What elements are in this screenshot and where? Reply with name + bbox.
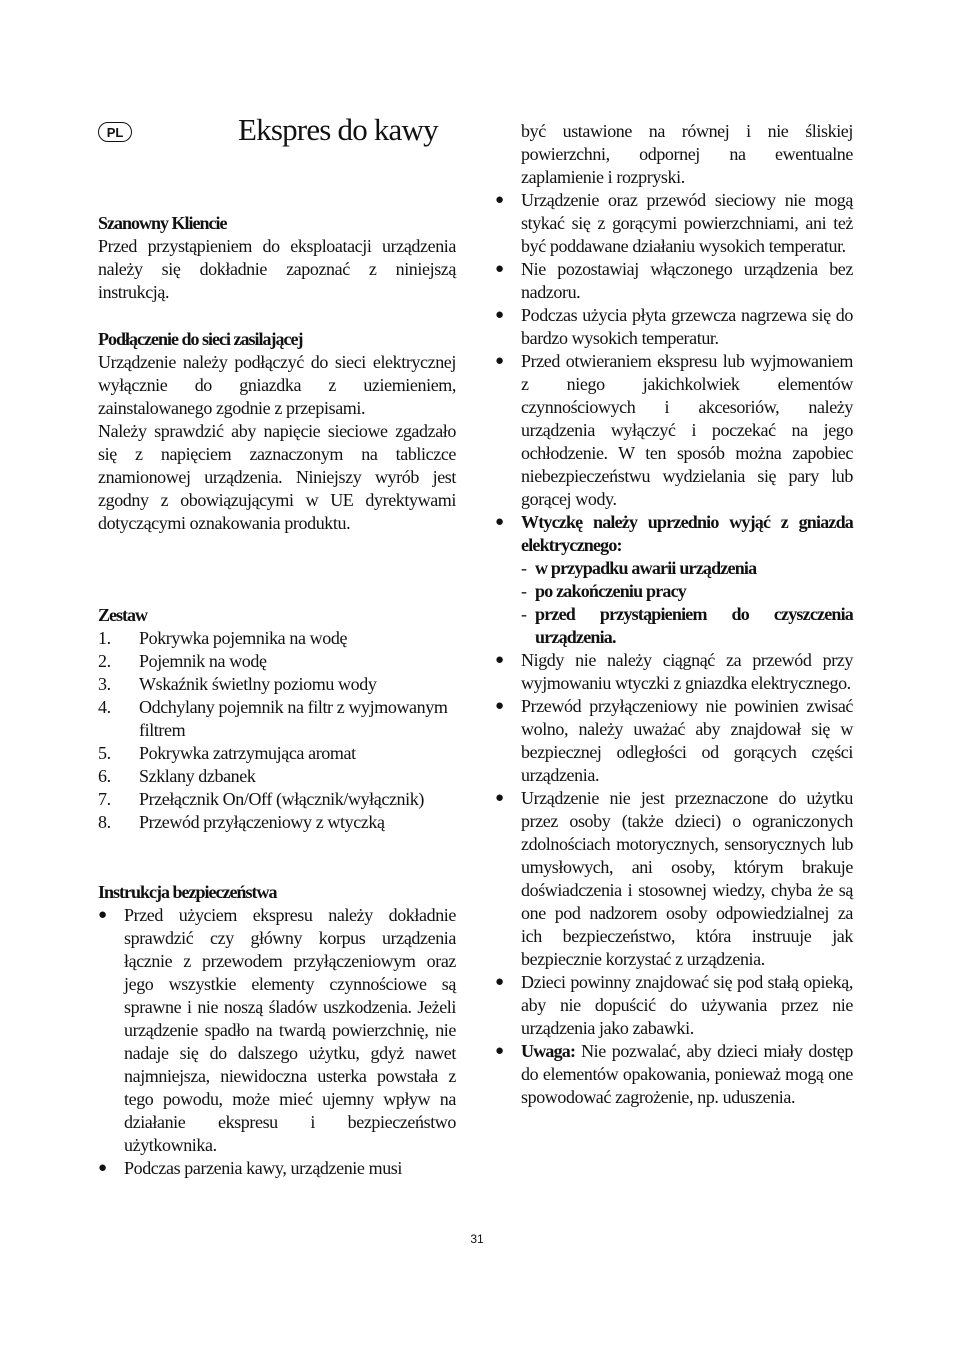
bullet-icon: ● [495, 698, 504, 714]
bullet-icon: ● [495, 192, 504, 208]
bullet-icon: ● [98, 1160, 107, 1176]
list-item: 7. Przełącznik On/Off (włącznik/wyłącznik) [98, 789, 424, 809]
list-item: ● Dzieci powinny znajdować się pod stałą opieką, aby nie dopuścić do używania przez nie urządzenia jako zabawki. [495, 972, 853, 1038]
list-item: ● Nie pozostawiaj włączonego urządzenia bez nadzoru. [495, 259, 853, 302]
bullet-icon: ● [495, 652, 504, 668]
safety-heading: Instrukcja bezpieczeństwa [98, 882, 277, 902]
safety-continued [495, 120, 853, 1109]
unplug-case: - w przypadku awarii urządzenia [521, 558, 757, 578]
list-item: ● Przed użyciem ekspresu należy dokładnie sprawdzić czy główny korpus urządzenia łącznie z przewodem przyłączeniowym oraz jego wszystkie elementy czynnościowe są sprawne i nie noszą śladów uszkodzenia. Jeżeli urządzenie spadło na twardą powierzchnię, nie nadaje się do dalszego użytku, gdyż nawet najmniejsza, niewidoczna usterka powstała z tego powodu, może mieć ujemny wpływ na działanie ekspresu i bezpieczeństwo użytkownika. [98, 905, 456, 1155]
safety-section [98, 881, 456, 1180]
warning-text: Nie pozwalać, aby dzieci miały dostęp do elementów opakowania, ponieważ mogą one spowodować zagrożenie, np. uduszenia. [521, 1041, 853, 1107]
power-section [98, 328, 456, 535]
set-heading: Zestaw [98, 605, 147, 625]
warning-label: Uwaga: [521, 1041, 576, 1061]
list-item: 1. Pokrywka pojemnika na wodę [98, 628, 348, 648]
bullet-icon: ● [495, 790, 504, 806]
power-paragraph-1: Urządzenie należy podłączyć do sieci elektrycznej wyłącznie do gniazdka z uziemieniem, zainstalowanego zgodnie z przepisami. [98, 352, 456, 418]
list-item: 3. Wskaźnik świetlny poziomu wody [98, 674, 377, 694]
bullet-icon: ● [495, 1043, 504, 1059]
intro-text: Przed przystąpieniem do eksploatacji urządzenia należy się dokładnie zapoznać z niniejszą instrukcją. [98, 236, 456, 302]
page-title: Ekspres do kawy [238, 112, 438, 147]
power-heading: Podłączenie do sieci zasilającej [98, 329, 303, 349]
bullet-icon: ● [495, 514, 504, 530]
bullet-icon: ● [98, 907, 107, 923]
unplug-case: - przed przystąpieniem do czyszczenia urządzenia. [521, 604, 853, 647]
language-badge: PL [98, 122, 132, 142]
bullet-icon: ● [495, 307, 504, 323]
warning-item [495, 1040, 853, 1109]
list-item: 6. Szklany dzbanek [98, 766, 256, 786]
list-item: ● Urządzenie nie jest przeznaczone do użytku przez osoby (także dzieci) o ograniczonych zdolnościach motorycznych, sensorycznych lub umysłowych, ani osoby, którym brakuje doświadczenia i stosownej wiedzy, chyba że są one pod nadzorem osoby odpowiedzialnej za ich bezpieczeństwo, która instruuje jak bezpiecznie korzystać z urządzenia. [495, 788, 853, 969]
bullet-icon: ● [495, 261, 504, 277]
power-paragraph-2: Należy sprawdzić aby napięcie sieciowe zgadzało się z napięciem zaznaczonym na tabliczce znamionowej urządzenia. Niniejszy wyrób jest zgodny z obowiązującymi w UE dyrektywami dotyczącymi oznakowania produktu. [98, 421, 456, 533]
list-item: ● Przewód przyłączeniowy nie powinien zwisać wolno, należy uważać aby znajdował się w bezpiecznej odległości od gorących części urządzenia. [495, 696, 853, 785]
list-item-continuation: być ustawione na równej i nie śliskiej powierzchni, odpornej na ewentualne zaplamienie i rozpryski. [521, 121, 853, 187]
list-item: 2. Pojemnik na wodę [98, 651, 267, 671]
page-number: 31 [470, 1232, 484, 1246]
list-item-unplug: ● Wtyczkę należy uprzednio wyjąć z gniazda elektrycznego: [495, 512, 853, 555]
bullet-icon: ● [495, 974, 504, 990]
list-item: ● Nigdy nie należy ciągnąć za przewód przy wyjmowaniu wtyczki z gniazdka elektrycznego. [495, 650, 853, 693]
bullet-icon: ● [495, 353, 504, 369]
list-item: ● Przed otwieraniem ekspresu lub wyjmowaniem z niego jakichkolwiek elementów czynnościowych i akcesoriów, należy urządzenia wyłączyć i poczekać na jego ochłodzenie. W ten sposób można zapobiec niebezpieczeństwu wydzielania się pary lub gorącej wody. [495, 351, 853, 509]
intro-section [98, 212, 456, 304]
list-item: 4. Odchylany pojemnik na filtr z wyjmowanym filtrem [98, 697, 448, 740]
list-item: ● Podczas parzenia kawy, urządzenie musi [98, 1158, 403, 1178]
intro-heading: Szanowny Kliencie [98, 213, 227, 233]
list-item: 8. Przewód przyłączeniowy z wtyczką [98, 812, 385, 832]
set-section [98, 604, 456, 834]
list-item: ● Podczas użycia płyta grzewcza nagrzewa się do bardzo wysokich temperatur. [495, 305, 853, 348]
list-item: ● Urządzenie oraz przewód sieciowy nie mogą stykać się z gorącymi powierzchniami, ani też być poddawane działaniu wysokich temperatur. [495, 190, 853, 256]
unplug-case: - po zakończeniu pracy [521, 581, 687, 601]
list-item: 5. Pokrywka zatrzymująca aromat [98, 743, 356, 763]
